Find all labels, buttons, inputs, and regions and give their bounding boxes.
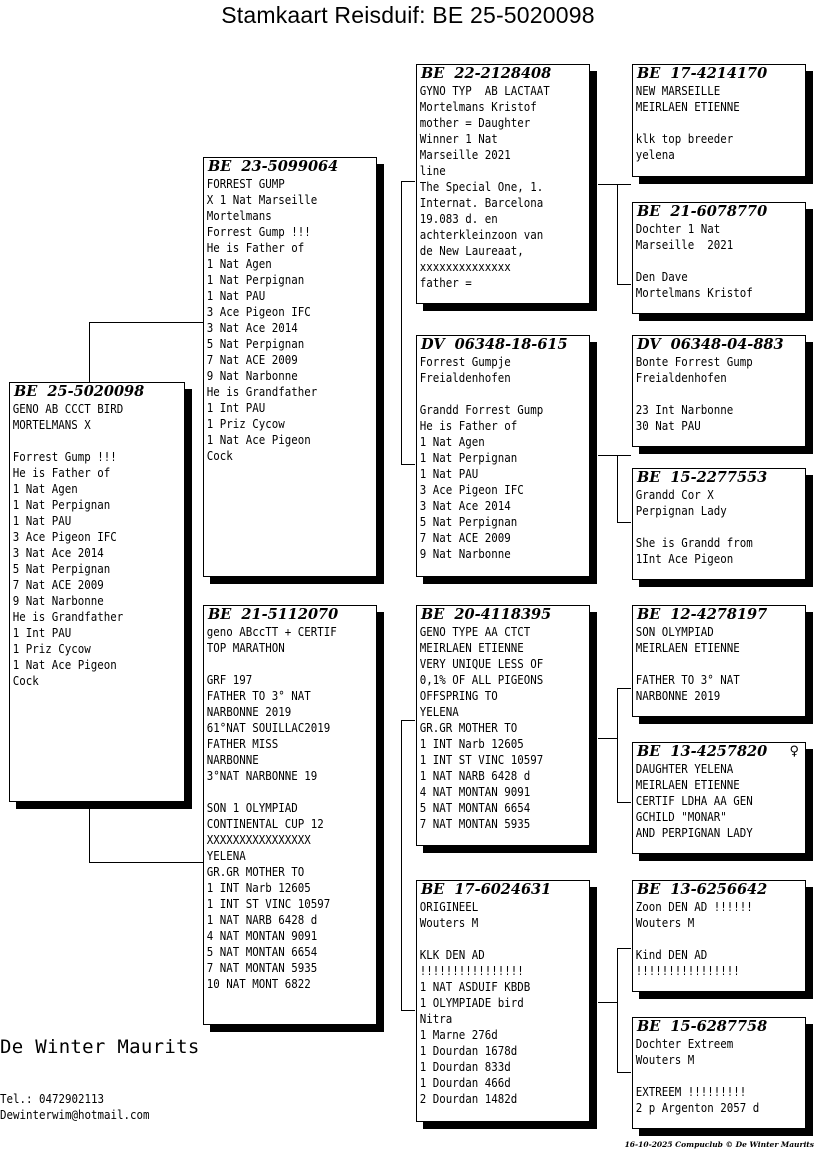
- pigeon-card-mff[interactable]: [632, 605, 806, 717]
- note-line: Freialdenhofen: [419, 371, 511, 385]
- note-line: GYNO TYP AB LACTAAT: [419, 84, 550, 98]
- note-line: 9 Nat Narbonne: [419, 547, 511, 561]
- note-line: [420, 931, 572, 947]
- note-line: NEW MARSEILLE: [635, 84, 721, 98]
- note-line: Grandd Forrest Gump: [419, 403, 544, 417]
- note-line: SON 1 OLYMPIAD: [206, 801, 298, 815]
- note-line: 1 NAT NARB 6428 d: [419, 769, 531, 783]
- note-line: 1 Nat Agen: [206, 257, 272, 271]
- ring-number: BE 21-6078770: [637, 203, 768, 220]
- pigeon-notes: [417, 354, 572, 562]
- note-line: [207, 656, 359, 672]
- owner-email: Dewinterwim@hotmail.com: [0, 1108, 150, 1122]
- note-line: GCHILD "MONAR": [635, 810, 727, 824]
- note-line: [636, 1068, 788, 1084]
- note-line: Freialdenhofen: [635, 371, 727, 385]
- note-line: yelena: [635, 148, 675, 162]
- note-line: 1 Nat Perpignan: [12, 498, 111, 512]
- note-line: 3 Nat Ace 2014: [12, 546, 104, 560]
- note-line: NARBONNE: [206, 753, 259, 767]
- note-line: NARBONNE 2019: [635, 689, 721, 703]
- note-line: YELENA: [206, 849, 246, 863]
- ring-number: BE 15-2277553: [637, 469, 768, 486]
- note-line: 1 Int PAU: [206, 401, 266, 415]
- note-line: [636, 115, 788, 131]
- note-line: 1 Dourdan 833d: [419, 1060, 511, 1074]
- note-line: 1 Nat PAU: [419, 467, 479, 481]
- note-line: [636, 519, 788, 535]
- note-line: Wouters M: [419, 916, 479, 930]
- pigeon-card-father[interactable]: [203, 157, 377, 577]
- ring-text: BE 13-4257820: [637, 743, 768, 760]
- pigeon-card-mother-father[interactable]: [416, 605, 590, 846]
- note-line: father =: [419, 276, 472, 290]
- ring-number: BE 25-5020098: [14, 383, 145, 400]
- note-line: MEIRLAEN ETIENNE: [419, 641, 524, 655]
- note-line: 0,1% OF ALL PIGEONS: [419, 673, 544, 687]
- note-line: 3 Nat Ace 2014: [206, 321, 298, 335]
- note-line: 5 Nat Perpignan: [206, 337, 305, 351]
- note-line: 1 Marne 276d: [419, 1028, 498, 1042]
- note-line: He is Father of: [419, 419, 518, 433]
- note-line: 3 Ace Pigeon IFC: [206, 305, 311, 319]
- note-line: EXTREEM !!!!!!!!!: [635, 1085, 747, 1099]
- note-line: mother = Daughter: [419, 116, 531, 130]
- note-line: [420, 386, 572, 402]
- pigeon-card-mother[interactable]: [203, 605, 377, 1025]
- note-line: 1 Nat PAU: [12, 514, 72, 528]
- pigeon-notes: [633, 83, 788, 163]
- note-line: !!!!!!!!!!!!!!!!: [419, 964, 524, 978]
- note-line: 9 Nat Narbonne: [206, 369, 298, 383]
- note-line: [636, 931, 788, 947]
- note-line: Perpignan Lady: [635, 504, 727, 518]
- note-line: Forrest Gump !!!: [12, 450, 117, 464]
- pigeon-notes: [633, 899, 788, 979]
- pigeon-card-ffm[interactable]: [632, 202, 806, 314]
- note-line: Dochter Extreem: [635, 1037, 734, 1051]
- note-line: GENO AB CCCT BIRD: [12, 402, 124, 416]
- pigeon-notes: [417, 624, 572, 832]
- note-line: [207, 784, 359, 800]
- note-line: 1 NAT ASDUIF KBDB: [419, 980, 531, 994]
- note-line: [636, 386, 788, 402]
- note-line: GR.GR MOTHER TO: [206, 865, 305, 879]
- note-line: line: [419, 164, 446, 178]
- ring-number: BE 17-6024631: [421, 881, 552, 898]
- pigeon-notes: [633, 624, 788, 704]
- note-line: 7 NAT MONTAN 5935: [206, 961, 318, 975]
- note-line: 1Int Ace Pigeon: [635, 552, 734, 566]
- note-line: 3°NAT NARBONNE 19: [206, 769, 318, 783]
- note-line: 1 INT ST VINC 10597: [206, 897, 331, 911]
- note-line: 3 Ace Pigeon IFC: [419, 483, 524, 497]
- note-line: MORTELMANS X: [12, 418, 91, 432]
- note-line: 1 NAT NARB 6428 d: [206, 913, 318, 927]
- ring-number: BE 13-6256642: [637, 881, 768, 898]
- note-line: TOP MARATHON: [206, 641, 285, 655]
- pigeon-notes: [633, 221, 788, 301]
- ring-number: BE 12-4278197: [637, 606, 768, 623]
- note-line: Dochter 1 Nat: [635, 222, 721, 236]
- note-line: 1 INT ST VINC 10597: [419, 753, 544, 767]
- pigeon-notes: [417, 83, 572, 291]
- note-line: Marseille 2021: [635, 238, 734, 252]
- note-line: 5 Nat Perpignan: [12, 562, 111, 576]
- note-line: Mortelmans Kristof: [635, 286, 753, 300]
- note-line: FORREST GUMP: [206, 177, 285, 191]
- note-line: 10 NAT MONT 6822: [206, 977, 311, 991]
- note-line: He is Grandfather: [12, 610, 124, 624]
- pigeon-notes: [633, 487, 788, 567]
- note-line: 7 NAT MONTAN 5935: [419, 817, 531, 831]
- pigeon-card-subject[interactable]: [9, 382, 185, 802]
- note-line: achterkleinzoon van: [419, 228, 544, 242]
- pigeon-notes: [633, 761, 788, 841]
- pigeon-card-father-mother[interactable]: [416, 335, 590, 577]
- pigeon-notes: [10, 401, 167, 689]
- note-line: Winner 1 Nat: [419, 132, 498, 146]
- footer-credit: 16-10-2025 Compuclub © De Winter Maurits: [624, 1140, 814, 1149]
- note-line: 1 Dourdan 1678d: [419, 1044, 518, 1058]
- pigeon-notes: [204, 624, 359, 992]
- note-line: GR.GR MOTHER TO: [419, 721, 518, 735]
- pigeon-notes: [633, 354, 788, 434]
- note-line: 1 Priz Cycow: [12, 642, 91, 656]
- ring-number: BE 21-5112070: [208, 606, 339, 623]
- note-line: GRF 197: [206, 673, 253, 687]
- note-line: 1 OLYMPIADE bird: [419, 996, 524, 1010]
- note-line: 5 NAT MONTAN 6654: [419, 801, 531, 815]
- note-line: He is Father of: [12, 466, 111, 480]
- note-line: 30 Nat PAU: [635, 419, 701, 433]
- note-line: MEIRLAEN ETIENNE: [635, 100, 740, 114]
- note-line: XXXXXXXXXXXXXXXX: [206, 833, 311, 847]
- note-line: Wouters M: [635, 1053, 695, 1067]
- note-line: Mortelmans Kristof: [419, 100, 537, 114]
- note-line: Kind DEN AD: [635, 948, 708, 962]
- note-line: [13, 433, 167, 449]
- note-line: Bonte Forrest Gump: [635, 355, 753, 369]
- note-line: !!!!!!!!!!!!!!!!: [635, 964, 740, 978]
- note-line: 1 Nat Perpignan: [206, 273, 305, 287]
- note-line: She is Grandd from: [635, 536, 753, 550]
- note-line: FATHER TO 3° NAT: [206, 689, 311, 703]
- note-line: MEIRLAEN ETIENNE: [635, 778, 740, 792]
- note-line: 23 Int Narbonne: [635, 403, 734, 417]
- note-line: Mortelmans: [206, 209, 272, 223]
- note-line: Den Dave: [635, 270, 688, 284]
- note-line: 1 INT Narb 12605: [206, 881, 311, 895]
- pigeon-card-fmm[interactable]: [632, 468, 806, 580]
- note-line: 9 Nat Narbonne: [12, 594, 104, 608]
- note-line: CONTINENTAL CUP 12: [206, 817, 324, 831]
- note-line: geno ABccTT + CERTIF: [206, 625, 337, 639]
- note-line: 61°NAT SOUILLAC2019: [206, 721, 331, 735]
- ring-number: BE 17-4214170: [637, 65, 768, 82]
- note-line: 7 Nat ACE 2009: [419, 531, 511, 545]
- note-line: 19.083 d. en: [419, 212, 498, 226]
- note-line: Marseille 2021: [419, 148, 511, 162]
- note-line: [636, 656, 788, 672]
- pigeon-card-father-father[interactable]: [416, 64, 590, 304]
- note-line: Cock: [206, 449, 233, 463]
- ring-number: BE 23-5099064: [208, 158, 339, 175]
- pigeon-notes: [633, 1036, 788, 1116]
- note-line: 1 Priz Cycow: [206, 417, 285, 431]
- pigeon-card-mfm[interactable]: [632, 742, 806, 854]
- owner-phone: Tel.: 0472902113: [0, 1092, 105, 1106]
- note-line: [636, 253, 788, 269]
- note-line: SON OLYMPIAD: [635, 625, 714, 639]
- note-line: YELENA: [419, 705, 459, 719]
- pigeon-card-mmf[interactable]: [632, 880, 806, 992]
- note-line: 2 Dourdan 1482d: [419, 1092, 518, 1106]
- ring-number: DV 06348-18-615: [421, 336, 568, 353]
- note-line: 1 Nat PAU: [206, 289, 266, 303]
- note-line: GENO TYPE AA CTCT: [419, 625, 531, 639]
- note-line: CERTIF LDHA AA GEN: [635, 794, 753, 808]
- note-line: FATHER TO 3° NAT: [635, 673, 740, 687]
- note-line: Forrest Gump !!!: [206, 225, 311, 239]
- note-line: 4 NAT MONTAN 9091: [206, 929, 318, 943]
- note-line: 1 Nat Perpignan: [419, 451, 518, 465]
- note-line: Zoon DEN AD !!!!!!: [635, 900, 753, 914]
- note-line: MEIRLAEN ETIENNE: [635, 641, 740, 655]
- note-line: 4 NAT MONTAN 9091: [419, 785, 531, 799]
- owner-name: De Winter Maurits: [0, 1036, 200, 1058]
- note-line: klk top breeder: [635, 132, 734, 146]
- note-line: He is Father of: [206, 241, 305, 255]
- note-line: NARBONNE 2019: [206, 705, 292, 719]
- note-line: ORIGINEEL: [419, 900, 479, 914]
- pigeon-card-fmf[interactable]: [632, 335, 806, 447]
- note-line: Forrest Gumpje: [419, 355, 511, 369]
- ring-number: BE 22-2128408: [421, 65, 552, 82]
- note-line: Nitra: [419, 1012, 453, 1026]
- ring-number: BE 15-6287758: [637, 1018, 768, 1035]
- note-line: 1 Nat Agen: [419, 435, 485, 449]
- ring-number: [633, 743, 805, 761]
- note-line: 3 Ace Pigeon IFC: [12, 530, 117, 544]
- note-line: The Special One, 1.: [419, 180, 544, 194]
- note-line: 5 NAT MONTAN 6654: [206, 945, 318, 959]
- ring-number: DV 06348-04-883: [637, 336, 784, 353]
- note-line: 7 Nat ACE 2009: [12, 578, 104, 592]
- note-line: AND PERPIGNAN LADY: [635, 826, 753, 840]
- note-line: 1 Dourdan 466d: [419, 1076, 511, 1090]
- pigeon-notes: [204, 176, 359, 464]
- note-line: 3 Nat Ace 2014: [419, 499, 511, 513]
- pigeon-card-fff[interactable]: [632, 64, 806, 177]
- note-line: X 1 Nat Marseille: [206, 193, 318, 207]
- pigeon-card-mother-mother[interactable]: [416, 880, 590, 1122]
- note-line: FATHER MISS: [206, 737, 279, 751]
- note-line: 7 Nat ACE 2009: [206, 353, 298, 367]
- note-line: DAUGHTER YELENA: [635, 762, 734, 776]
- note-line: KLK DEN AD: [419, 948, 485, 962]
- female-symbol-icon: ♀: [789, 744, 799, 759]
- pigeon-card-mmm[interactable]: [632, 1017, 806, 1129]
- note-line: Grandd Cor X: [635, 488, 714, 502]
- note-line: VERY UNIQUE LESS OF: [419, 657, 544, 671]
- note-line: 1 INT Narb 12605: [419, 737, 524, 751]
- note-line: Cock: [12, 674, 39, 688]
- note-line: xxxxxxxxxxxxxx: [419, 260, 511, 274]
- note-line: 1 Nat Ace Pigeon: [12, 658, 117, 672]
- note-line: He is Grandfather: [206, 385, 318, 399]
- note-line: Wouters M: [635, 916, 695, 930]
- note-line: 5 Nat Perpignan: [419, 515, 518, 529]
- note-line: 1 Int PAU: [12, 626, 72, 640]
- note-line: OFFSPRING TO: [419, 689, 498, 703]
- ring-number: BE 20-4118395: [421, 606, 552, 623]
- note-line: 1 Nat Agen: [12, 482, 78, 496]
- page-title: Stamkaart Reisduif: BE 25-5020098: [221, 2, 595, 28]
- note-line: de New Laureaat,: [419, 244, 524, 258]
- note-line: 1 Nat Ace Pigeon: [206, 433, 311, 447]
- note-line: 2 p Argenton 2057 d: [635, 1101, 760, 1115]
- pigeon-notes: [417, 899, 572, 1107]
- note-line: Internat. Barcelona: [419, 196, 544, 210]
